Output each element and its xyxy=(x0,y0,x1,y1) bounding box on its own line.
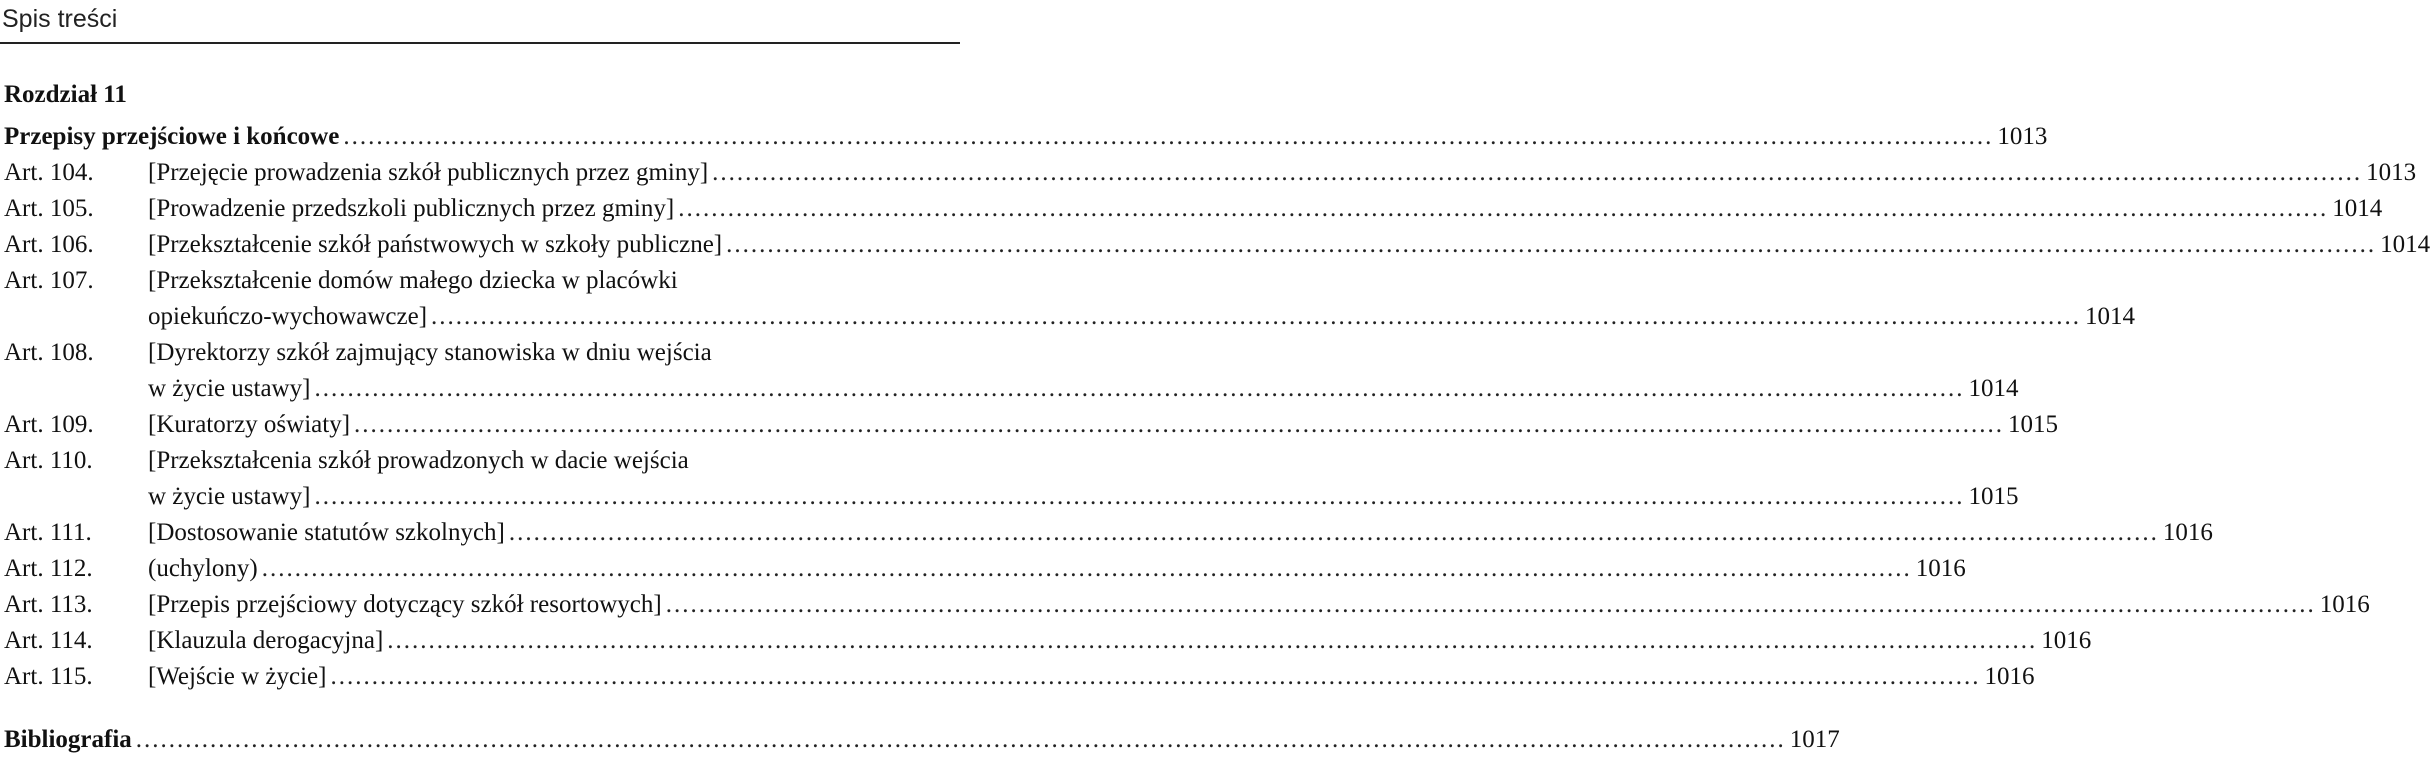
toc-article[interactable] xyxy=(0,407,2059,443)
article-number: Art. 111. xyxy=(4,519,92,546)
toc-page-number: 1016 xyxy=(1915,555,1966,582)
article-number: Art. 114. xyxy=(4,627,93,654)
page-header xyxy=(0,0,960,44)
leader-dots: ........................................................................................................................................................................................................ xyxy=(508,519,2159,546)
toc-article[interactable] xyxy=(0,587,2370,623)
toc-article[interactable] xyxy=(0,623,2092,659)
leader-dots: ........................................................................................................................................................................................................ xyxy=(712,159,2363,186)
toc-page-number: 1016 xyxy=(2041,627,2092,654)
toc-page-number: 1014 xyxy=(2085,303,2136,330)
header-title: Spis treści xyxy=(2,5,118,33)
toc-article[interactable] xyxy=(0,551,1966,587)
toc-entry-title: Przepisy przejściowe i końcowe xyxy=(4,123,340,150)
leader-dots: ........................................................................................................................................................................................................ xyxy=(135,726,1786,753)
toc-page-number: 1017 xyxy=(1789,726,1840,753)
article-number: Art. 110. xyxy=(4,447,93,474)
article-title: [Wejście w życie] xyxy=(148,663,327,690)
toc-page-number: 1014 xyxy=(2332,195,2383,222)
article-title: (uchylony) xyxy=(148,555,258,582)
toc-page-number: 1015 xyxy=(2008,411,2059,438)
toc-article[interactable] xyxy=(0,155,2417,191)
toc-article-continuation[interactable] xyxy=(0,299,2136,335)
toc-entry-title: Bibliografia xyxy=(4,726,132,753)
toc-article-line[interactable] xyxy=(0,263,960,299)
leader-dots: ........................................................................................................................................................................................................ xyxy=(330,663,1981,690)
toc-page-number: 1016 xyxy=(2162,519,2213,546)
article-number: Art. 112. xyxy=(4,555,93,582)
leader-dots: ........................................................................................................................................................................................................ xyxy=(354,411,2005,438)
article-number: Art. 106. xyxy=(4,231,94,258)
toc-page-number: 1014 xyxy=(1968,375,2019,402)
article-title: [Przejęcie prowadzenia szkół publicznych przez gminy] xyxy=(148,159,709,186)
leader-dots: ........................................................................................................................................................................................................ xyxy=(678,195,2329,222)
toc-article-continuation[interactable] xyxy=(0,371,2019,407)
toc-article[interactable] xyxy=(0,191,2383,227)
article-number: Art. 109. xyxy=(4,411,94,438)
article-number: Art. 113. xyxy=(4,591,93,618)
toc-page-number: 1016 xyxy=(2319,591,2370,618)
leader-dots: ........................................................................................................................................................................................................ xyxy=(387,627,2038,654)
toc-page-number: 1014 xyxy=(2380,231,2431,258)
article-number: Art. 104. xyxy=(4,159,94,186)
article-number: Art. 115. xyxy=(4,663,93,690)
article-title: [Przekształcenie domów małego dziecka w placówki xyxy=(148,267,678,294)
chapter-label: Rozdział 11 xyxy=(4,81,127,108)
leader-dots: ........................................................................................................................................................................................................ xyxy=(314,375,1965,402)
toc-page-number: 1013 xyxy=(2366,159,2417,186)
article-number: Art. 107. xyxy=(4,267,94,294)
article-number: Art. 108. xyxy=(4,339,94,366)
article-title: [Prowadzenie przedszkoli publicznych przez gminy] xyxy=(148,195,675,222)
article-title-continued: w życie ustawy] xyxy=(148,483,311,510)
toc-page-number: 1013 xyxy=(1997,123,2048,150)
leader-dots: ........................................................................................................................................................................................................ xyxy=(314,483,1965,510)
toc-page-number: 1016 xyxy=(1984,663,2035,690)
article-title: [Przekształcenie szkół państwowych w szkoły publiczne] xyxy=(148,231,723,258)
article-title-continued: opiekuńczo-wychowawcze] xyxy=(148,303,428,330)
bibliography-section xyxy=(0,722,1840,758)
toc-article[interactable] xyxy=(0,659,2035,695)
article-number: Art. 105. xyxy=(4,195,94,222)
leader-dots: ........................................................................................................................................................................................................ xyxy=(726,231,2377,258)
toc-article-line[interactable] xyxy=(0,443,960,479)
article-title: [Dostosowanie statutów szkolnych] xyxy=(148,519,505,546)
toc-article-line[interactable] xyxy=(0,335,960,371)
toc-article-continuation[interactable] xyxy=(0,479,2019,515)
toc-chapter-title[interactable] xyxy=(0,119,2048,155)
article-title: [Przekształcenia szkół prowadzonych w dacie wejścia xyxy=(148,447,689,474)
leader-dots: ........................................................................................................................................................................................................ xyxy=(665,591,2316,618)
toc-bibliography[interactable] xyxy=(0,722,1840,758)
leader-dots: ........................................................................................................................................................................................................ xyxy=(343,123,1994,150)
article-title: [Dyrektorzy szkół zajmujący stanowiska w dniu wejścia xyxy=(148,339,712,366)
leader-dots: ........................................................................................................................................................................................................ xyxy=(261,555,1912,582)
toc-article[interactable] xyxy=(0,515,2213,551)
table-of-contents xyxy=(0,119,2431,695)
article-title: [Przepis przejściowy dotyczący szkół resortowych] xyxy=(148,591,662,618)
article-title: [Klauzula derogacyjna] xyxy=(148,627,384,654)
toc-page-number: 1015 xyxy=(1968,483,2019,510)
leader-dots: ........................................................................................................................................................................................................ xyxy=(431,303,2082,330)
article-title-continued: w życie ustawy] xyxy=(148,375,311,402)
article-title: [Kuratorzy oświaty] xyxy=(148,411,351,438)
toc-article[interactable] xyxy=(0,227,2431,263)
